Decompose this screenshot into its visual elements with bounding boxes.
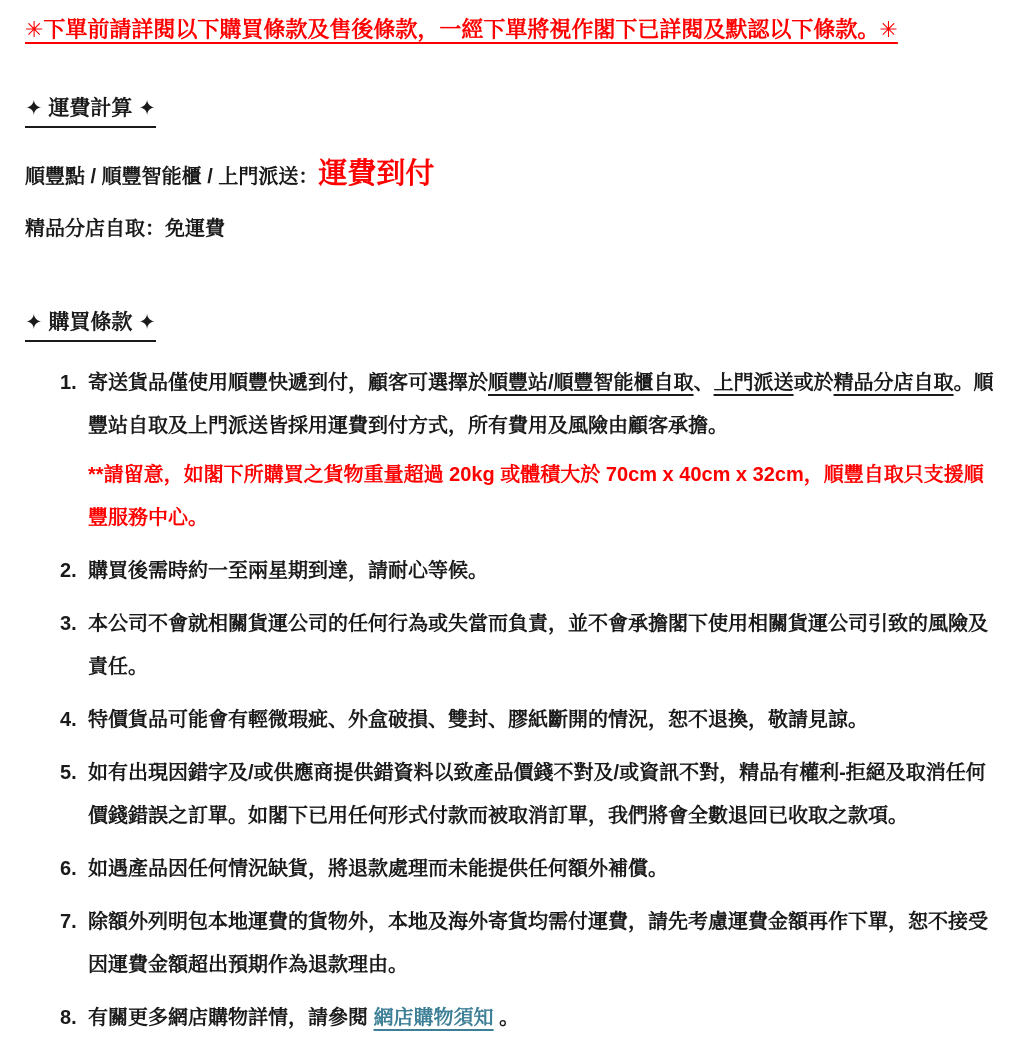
shipping-methods-label: 順豐點 / 順豐智能櫃 / 上門派送： <box>25 165 319 188</box>
term-1-seg-plain: 、 <box>693 371 714 394</box>
term-1-seg-plain: 寄送貨品僅使用順豐快遞到付，顧客可選擇於 <box>88 371 488 394</box>
term-text <box>88 550 1001 593</box>
sf-shipping-line <box>25 156 1001 194</box>
term-1-seg-sf-pickup: 順豐站/順豐智能櫃自取 <box>488 371 694 394</box>
term-3-paragraph: 本公司不會就相關貨運公司的任何行為或失當而負責，並不會承擔閣下使用相關貨運公司引致的風險及責任。 <box>88 612 988 678</box>
term-4-paragraph: 特價貨品可能會有輕微瑕疵、外盒破損、雙封、膠紙斷開的情況，恕不退換，敬請見諒。 <box>88 708 868 731</box>
term-item-5 <box>25 752 1001 838</box>
term-8-paragraph <box>88 997 1001 1040</box>
term-1-paragraph <box>88 362 1001 448</box>
section-heading-shipping <box>25 92 1001 128</box>
oversize-warning-note: **請留意，如閣下所購買之貨物重量超過 20kg 或體積大於 70cm x 40cm x 32cm，順豐自取只支援順豐服務中心。 <box>88 463 984 529</box>
term-text <box>88 997 1001 1040</box>
term-8-seg-plain: 有關更多網店購物詳情，請參閱 <box>88 1006 374 1029</box>
term-item-2 <box>25 550 1001 593</box>
term-item-1 <box>25 362 1001 540</box>
store-shopping-notice-link[interactable]: 網店購物須知 <box>373 1006 494 1029</box>
term-item-6 <box>25 848 1001 891</box>
term-7-paragraph: 除額外列明包本地運費的貨物外，本地及海外寄貨均需付運費，請先考慮運費金額再作下單，恕不接受因運費金額超出預期作為退款理由。 <box>88 910 988 976</box>
term-6-paragraph: 如遇產品因任何情況缺貨，將退款處理而未能提供任何額外補償。 <box>88 857 668 880</box>
term-item-8 <box>25 997 1001 1040</box>
term-number: 3. <box>60 612 77 635</box>
term-number: 1. <box>60 371 77 394</box>
term-1-seg-plain: 或於 <box>793 371 834 394</box>
term-text <box>88 699 1001 742</box>
term-item-4 <box>25 699 1001 742</box>
terms-list <box>25 362 1001 1040</box>
shipping-heading-text: ✦ 運費計算 ✦ <box>25 92 156 128</box>
term-text <box>88 362 1001 540</box>
term-number: 5. <box>60 761 77 784</box>
term-item-7 <box>25 901 1001 987</box>
shipping-cod-value: 運費到付 <box>318 157 435 190</box>
term-text <box>88 848 1001 891</box>
term-text <box>88 752 1001 838</box>
top-notice <box>25 14 1001 46</box>
term-number: 6. <box>60 857 77 880</box>
term-1-seg-plain: 。順豐站自取及上門派送皆採用運費到付方式，所有費用及風險由顧客承擔。 <box>88 371 994 437</box>
top-notice-text: ✳下單前請詳閱以下購買條款及售後條款，一經下單將視作閣下已詳閱及默認以下條款。✳ <box>25 17 898 42</box>
term-text <box>88 603 1001 689</box>
term-number: 2. <box>60 559 77 582</box>
term-text <box>88 901 1001 987</box>
section-heading-terms <box>25 306 1001 342</box>
term-number: 4. <box>60 708 77 731</box>
terms-heading-text: ✦ 購買條款 ✦ <box>25 306 156 342</box>
term-number: 7. <box>60 910 77 933</box>
term-8-seg-plain: 。 <box>493 1006 520 1029</box>
store-pickup-line: 精品分店自取：免運費 <box>25 217 225 240</box>
term-item-3 <box>25 603 1001 689</box>
term-number: 8. <box>60 1006 77 1029</box>
term-2-paragraph: 購買後需時約一至兩星期到達，請耐心等候。 <box>88 559 488 582</box>
term-1-seg-store-pickup: 精品分店自取 <box>833 371 954 394</box>
term-5-paragraph: 如有出現因錯字及/或供應商提供錯資料以致產品價錢不對及/或資訊不對，精品有權利-拒絕及取消任何價錢錯誤之訂單。如閣下已用任何形式付款而被取消訂單，我們將會全數退回已收取之款項。 <box>88 761 986 827</box>
term-1-seg-home-delivery: 上門派送 <box>713 371 794 394</box>
